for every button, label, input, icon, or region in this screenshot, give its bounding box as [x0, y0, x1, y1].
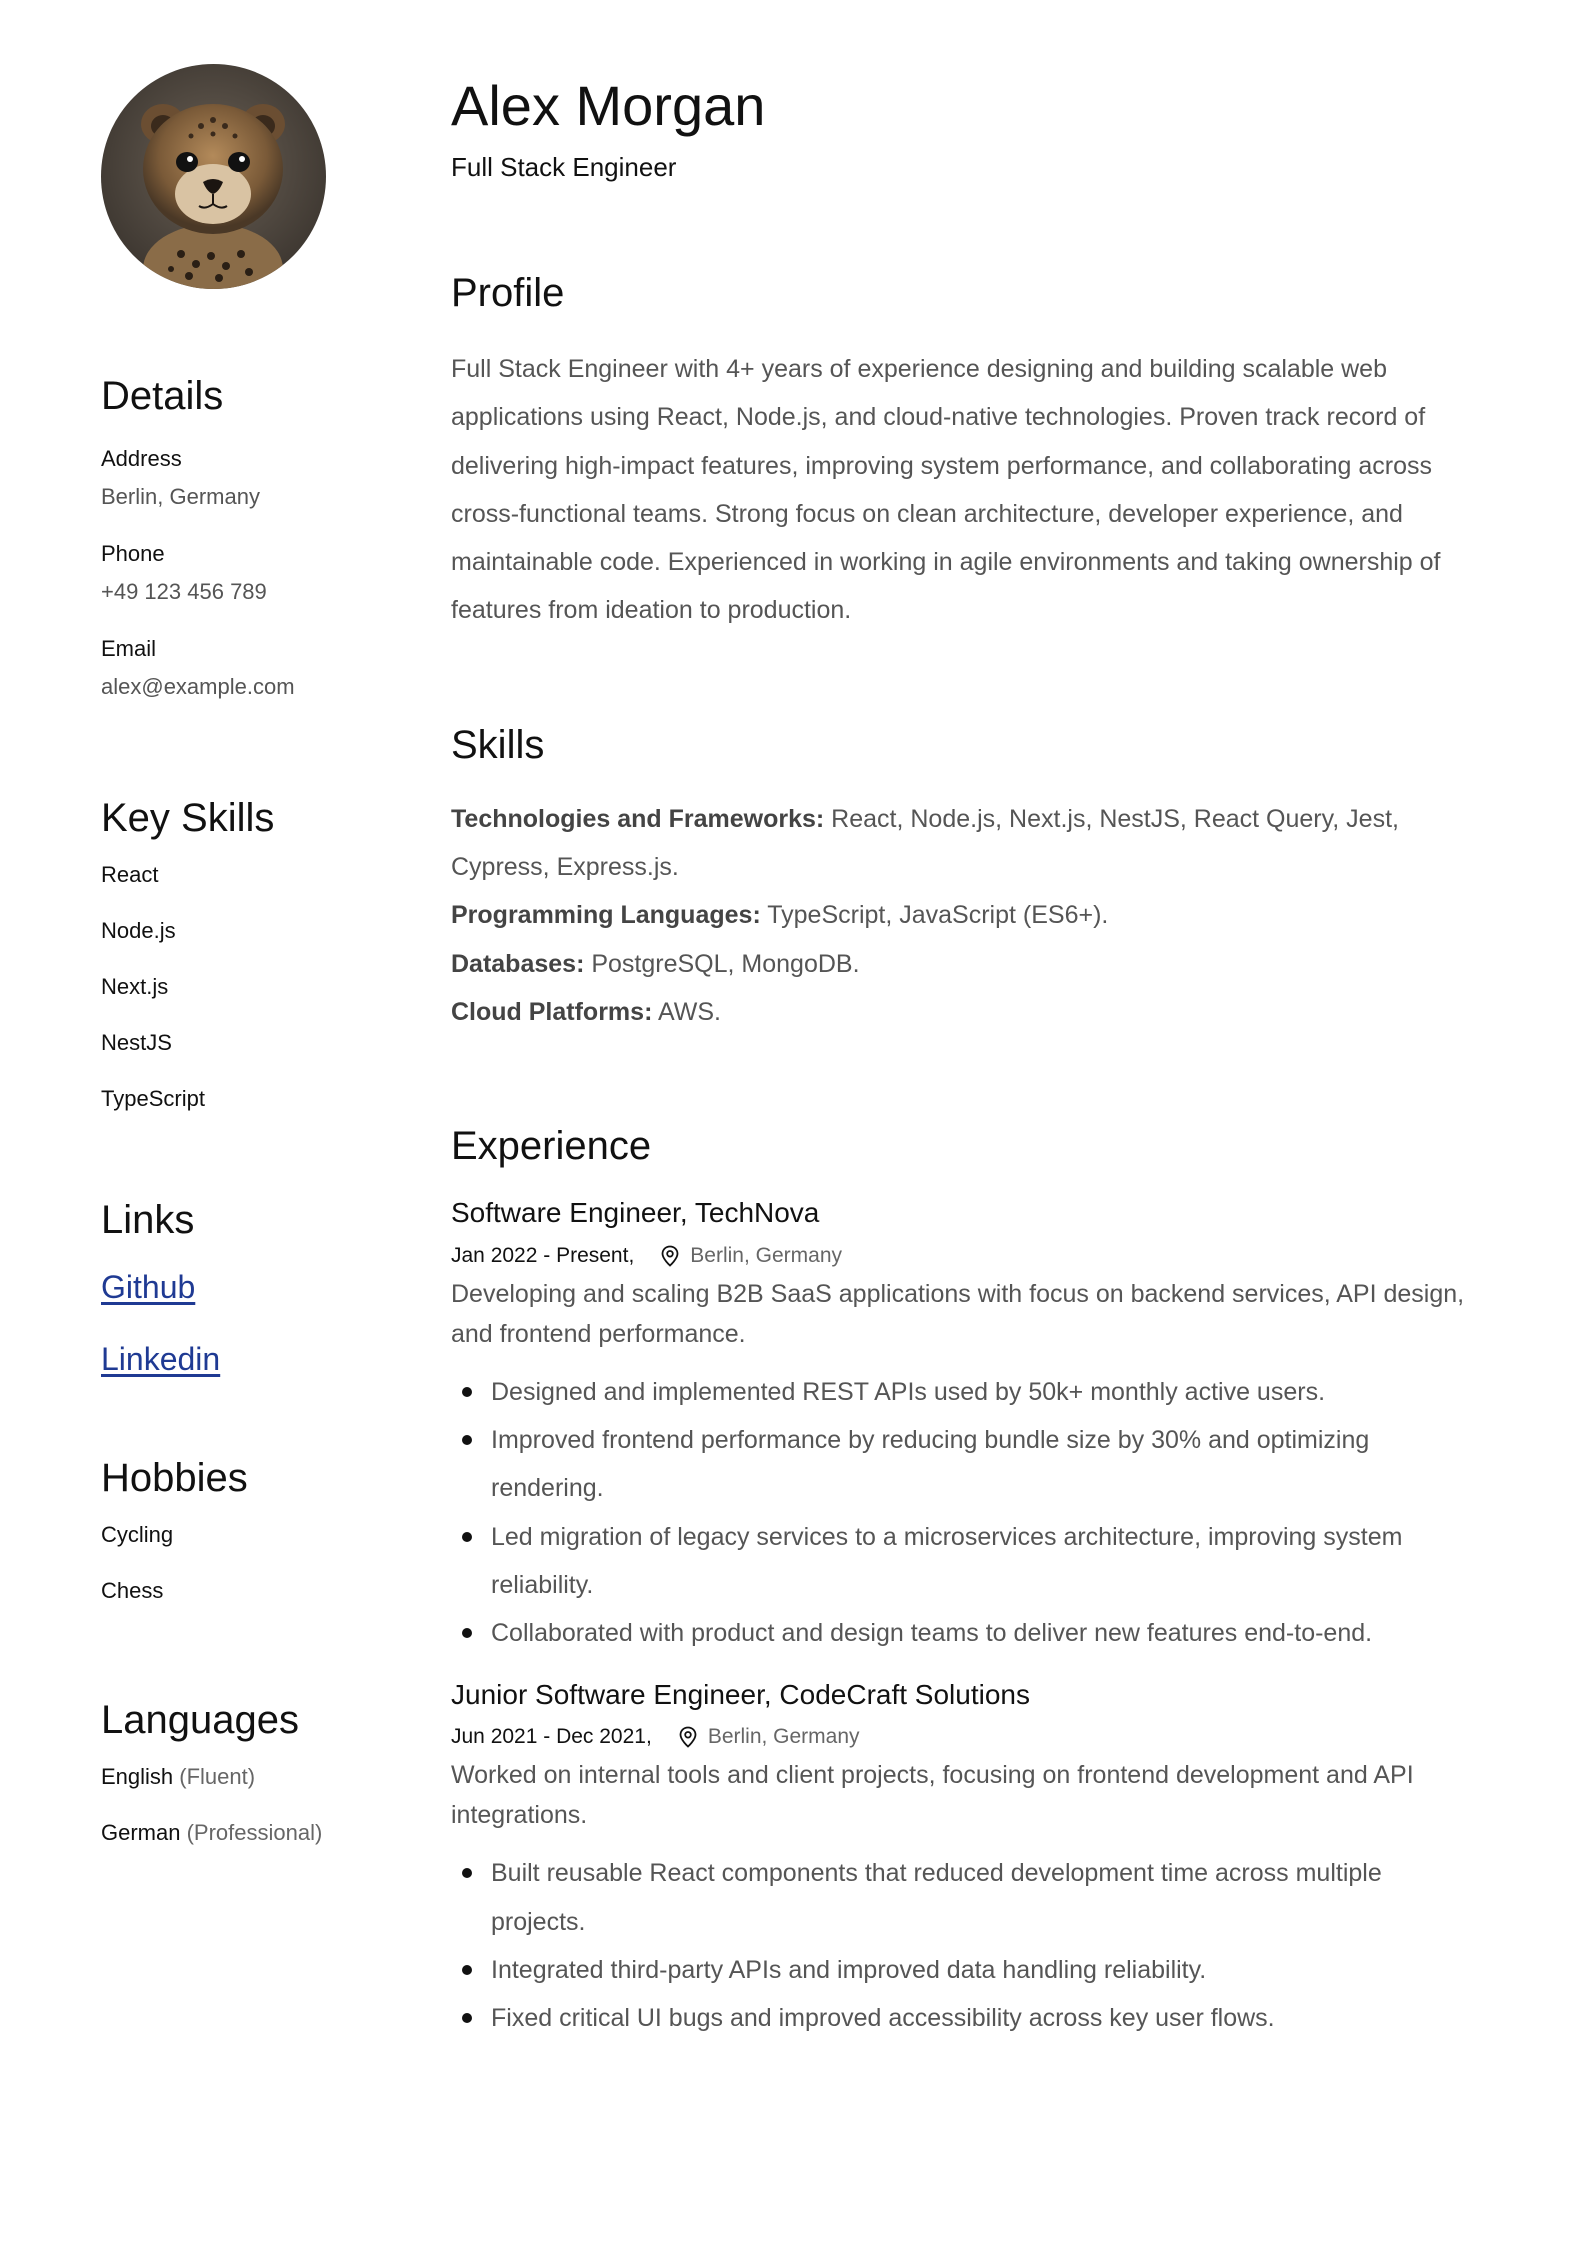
links-list	[101, 1268, 401, 1412]
job-description: Worked on internal tools and client projects, focusing on frontend development and API integrations.	[451, 1761, 1414, 1830]
skill-values: AWS.	[652, 997, 721, 1026]
location-pin-icon	[678, 1726, 698, 1748]
detail-value-phone: +49 123 456 789	[101, 579, 267, 605]
detail-label-phone: Phone	[101, 540, 165, 566]
candidate-title: Full Stack Engineer	[451, 152, 677, 182]
experience-heading: Experience	[451, 1124, 652, 1169]
location-pin-icon	[660, 1245, 680, 1267]
achievement-item: Designed and implemented REST APIs used by 50k+ monthly active users.	[491, 1368, 1481, 1416]
language-item	[101, 1820, 401, 1876]
language-item	[101, 1764, 401, 1820]
achievement-item: Led migration of legacy services to a microservices architecture, improving system reliability.	[491, 1513, 1481, 1610]
hobby-item: Cycling	[101, 1522, 174, 1548]
detail-value-address: Berlin, Germany	[101, 484, 260, 510]
links-heading: Links	[101, 1198, 195, 1243]
key-skill-item: Node.js	[101, 918, 176, 944]
detail-value-email: alex@example.com	[101, 673, 295, 699]
job-entry	[451, 1196, 1481, 1657]
job-location: Berlin, Germany	[707, 1725, 860, 1749]
main-content	[451, 74, 1481, 2042]
profile-summary: Full Stack Engineer with 4+ years of experience designing and building scalable web applications using React, Node.js, and cloud-native technologies. Proven track record of delivering high-impact features, improving system performance, and collaborating across cross-functional teams. Strong focus on clean architecture, developer experience, and maintainable code. Experienced in working in agile environments and taking ownership of features from ideation to production.	[451, 355, 1441, 625]
key-skill-item: React	[101, 862, 159, 888]
job-description: Developing and scaling B2B SaaS applications with focus on backend services, API design, and frontend performance.	[451, 1279, 1465, 1348]
hobbies-list	[101, 1522, 401, 1634]
languages-list	[101, 1764, 401, 1876]
skill-line	[451, 891, 1481, 939]
candidate-name: Alex Morgan	[451, 74, 766, 137]
languages-heading: Languages	[101, 1698, 299, 1743]
language-name: German	[101, 1820, 181, 1846]
skill-category: Cloud Platforms:	[451, 997, 653, 1026]
key-skill-item: TypeScript	[101, 1086, 205, 1112]
skills-list	[451, 795, 1481, 1036]
linkedin-link[interactable]: Linkedin	[101, 1341, 221, 1378]
achievement-item: Collaborated with product and design teams to deliver new features end-to-end.	[491, 1609, 1481, 1657]
job-achievements	[451, 1368, 1481, 1658]
language-level: (Professional)	[186, 1820, 323, 1846]
detail-label-address: Address	[101, 446, 182, 471]
skill-category: Programming Languages:	[451, 901, 761, 930]
skill-line	[451, 988, 1481, 1036]
skills-heading: Skills	[451, 722, 545, 767]
skill-category: Databases:	[451, 949, 585, 978]
language-level: (Fluent)	[179, 1764, 256, 1790]
skill-values: React, Node.js, Next.js, NestJS, React Query, Jest, Cypress, Express.js.	[451, 804, 1399, 882]
job-dates: Jun 2021 - Dec 2021,	[451, 1725, 652, 1749]
job-heading: Software Engineer, TechNova	[451, 1197, 820, 1229]
achievement-item: Fixed critical UI bugs and improved accessibility across key user flows.	[491, 1994, 1481, 2042]
sidebar	[101, 64, 401, 1876]
skill-line	[451, 795, 1481, 892]
job-location: Berlin, Germany	[690, 1243, 842, 1267]
skill-line	[451, 940, 1481, 988]
key-skills-heading: Key Skills	[101, 796, 275, 841]
profile-heading: Profile	[451, 271, 565, 315]
achievement-item: Built reusable React components that reduced development time across multiple projects.	[491, 1849, 1481, 1946]
hobbies-heading: Hobbies	[101, 1456, 248, 1501]
skill-category: Technologies and Frameworks:	[451, 804, 825, 833]
job-heading: Junior Software Engineer, CodeCraft Solutions	[451, 1678, 1030, 1710]
key-skill-item: NestJS	[101, 1030, 172, 1056]
language-name: English	[101, 1764, 174, 1790]
github-link[interactable]: Github	[101, 1269, 196, 1306]
achievement-item: Improved frontend performance by reducing bundle size by 30% and optimizing rendering.	[491, 1416, 1481, 1513]
job-entry	[451, 1678, 1481, 2043]
links-list-item	[101, 1340, 401, 1412]
detail-label-email: Email	[101, 635, 157, 661]
links-list-item	[101, 1268, 401, 1340]
job-achievements	[451, 1849, 1481, 2042]
job-dates: Jan 2022 - Present,	[451, 1243, 635, 1267]
job-meta	[451, 1725, 1481, 1749]
hobby-item: Chess	[101, 1578, 164, 1604]
profile-photo	[101, 64, 326, 289]
key-skill-item: Next.js	[101, 974, 169, 1000]
job-meta	[451, 1244, 1481, 1268]
details-heading: Details	[101, 374, 224, 418]
details-list	[101, 446, 401, 700]
achievement-item: Integrated third-party APIs and improved data handling reliability.	[491, 1946, 1481, 1994]
skill-values: TypeScript, JavaScript (ES6+).	[760, 901, 1109, 930]
key-skills-list	[101, 862, 401, 1142]
skill-values: PostgreSQL, MongoDB.	[584, 949, 860, 978]
